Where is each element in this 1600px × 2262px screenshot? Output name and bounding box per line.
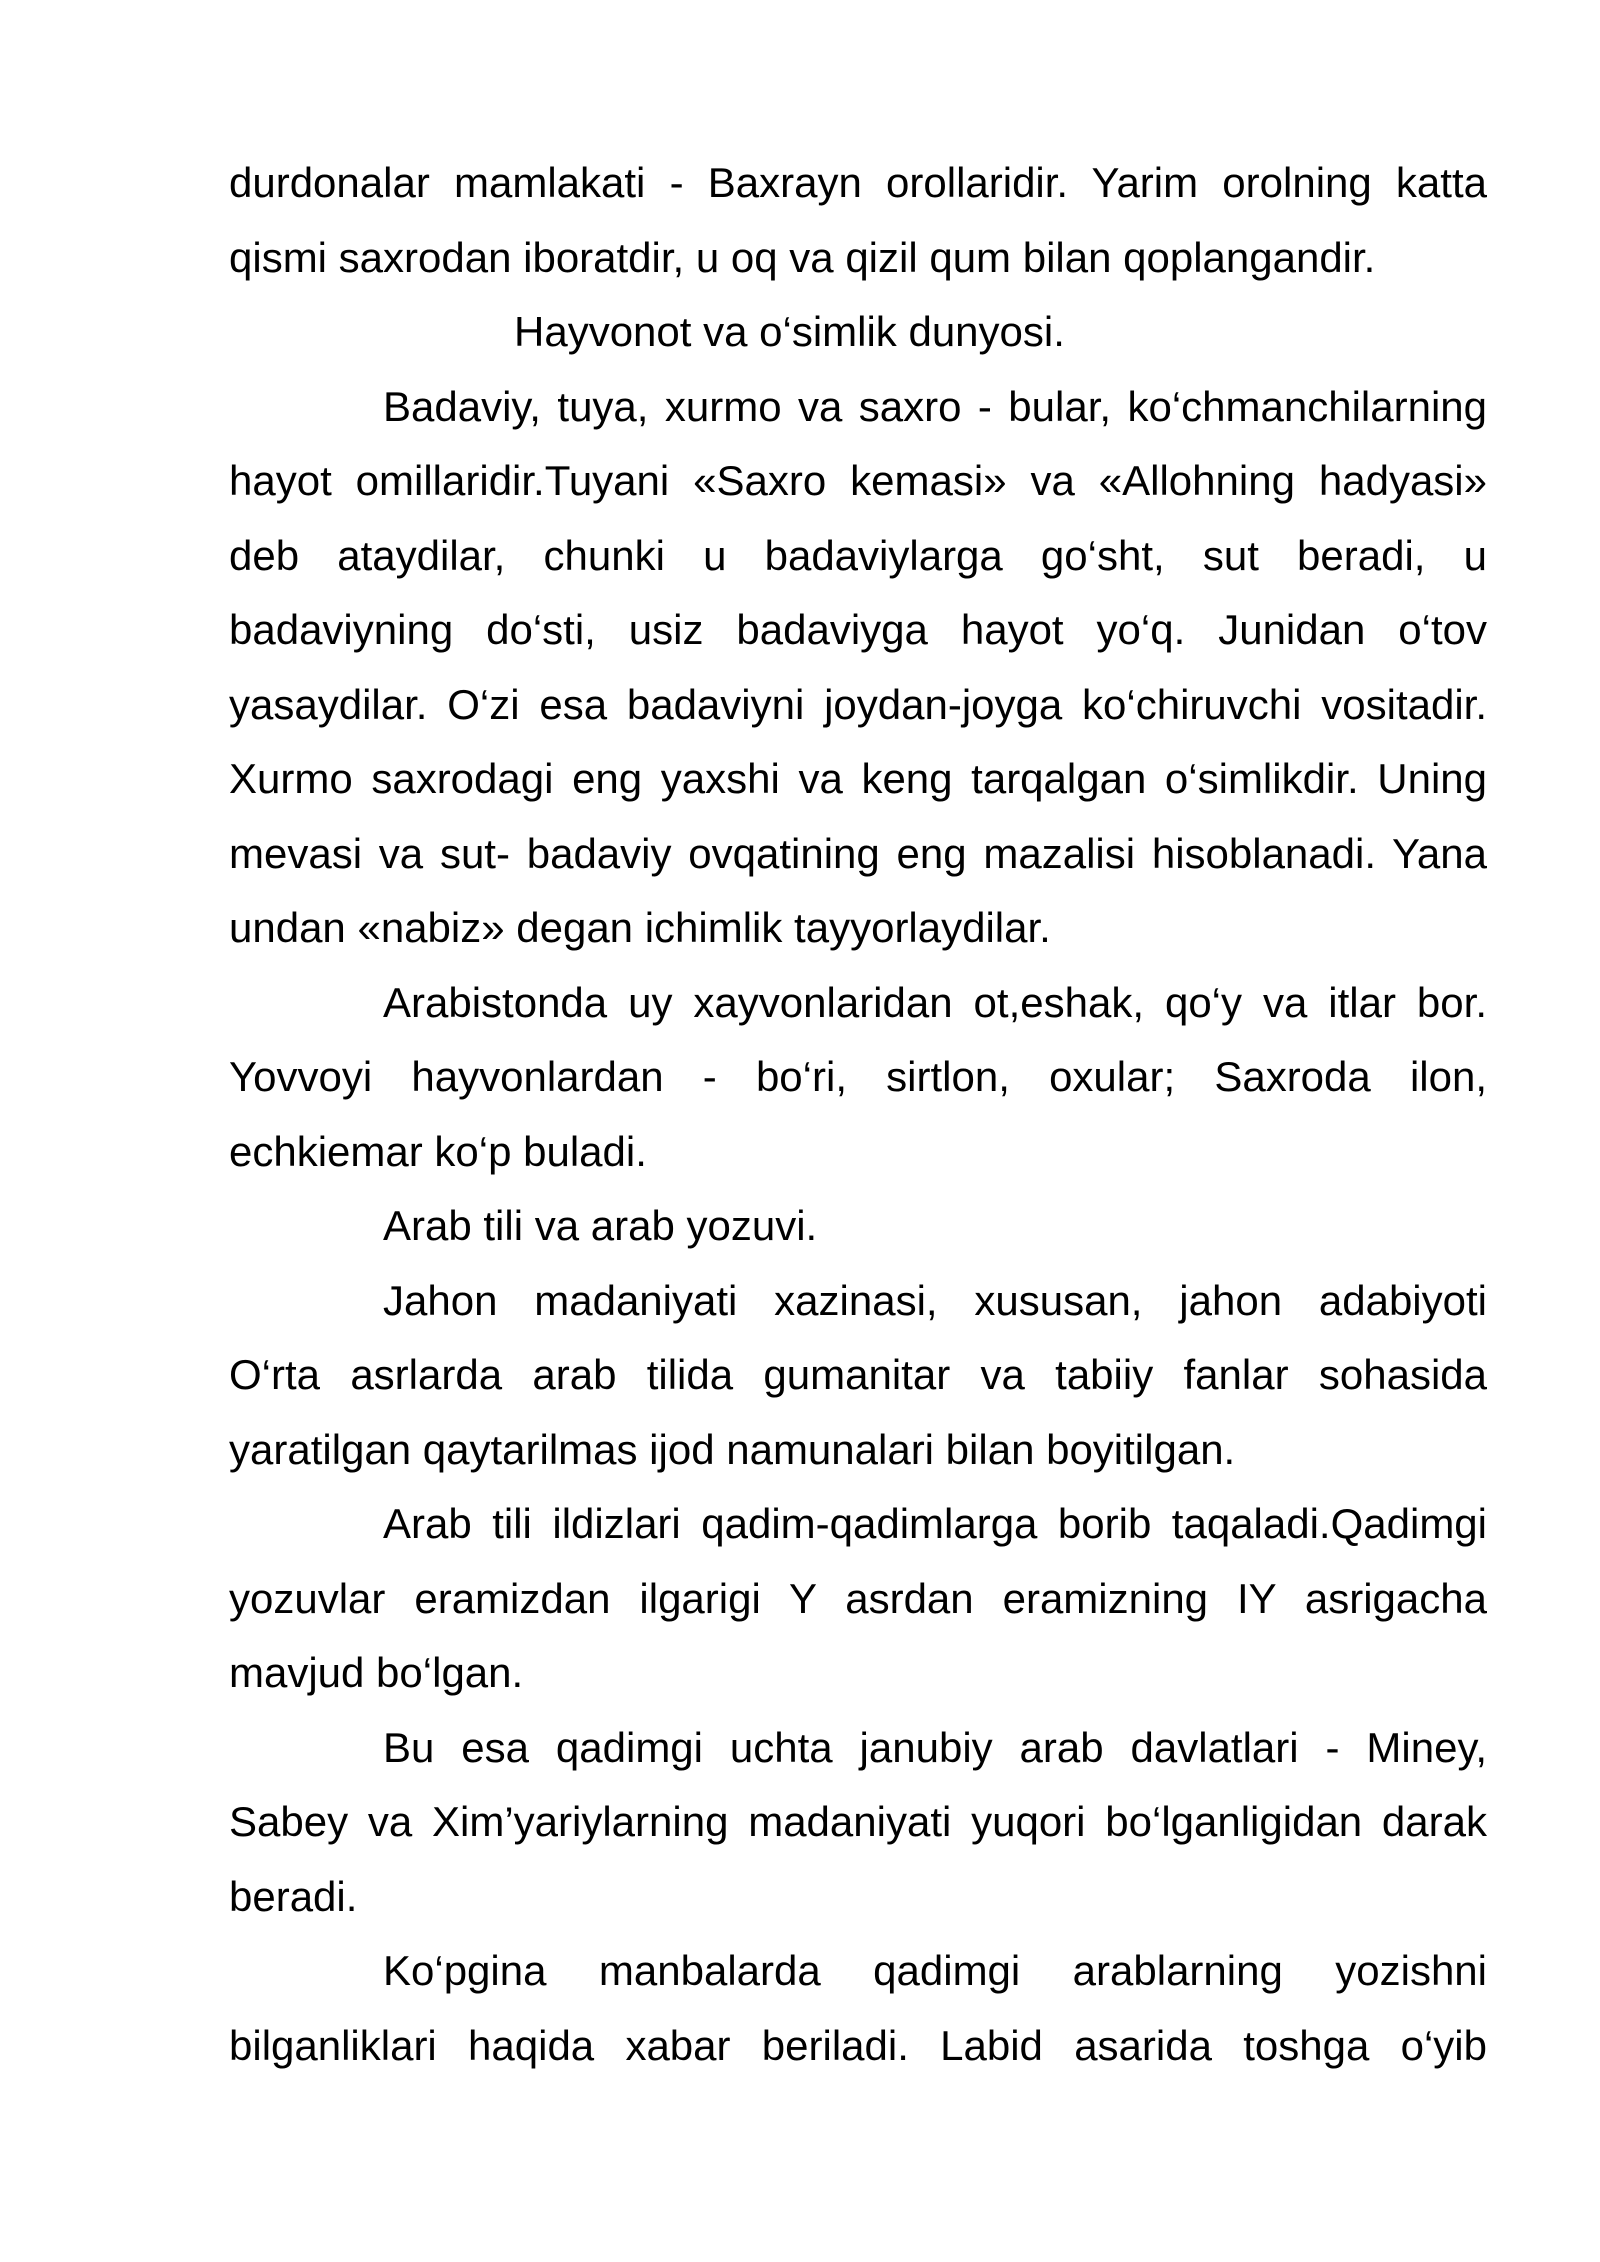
text-line: Sabey va Xim’yariylarning madaniyati yuqori bo‘lganligidan darak [229,1798,1487,1845]
document-body [229,146,1487,2083]
text-line: echkiemar ko‘p buladi. [229,1127,647,1175]
text-line: deb ataydilar, chunki u badaviylarga go‘sht, sut beradi, u [229,531,1487,579]
text-line: Xurmo saxrodagi eng yaxshi va keng tarqalgan o‘simlikdir. Uning [229,755,1487,802]
text-line: Arab tili ildizlari qadim-qadimlarga borib taqaladi.Qadimgi [383,1500,1487,1547]
text-line: O‘rta asrlarda arab tilida gumanitar va tabiiy fanlar sohasida [229,1351,1487,1398]
section-heading: Hayvonot va o‘simlik dunyosi. [514,308,1065,355]
text-line: mavjud bo‘lgan. [229,1649,524,1696]
text-line: mevasi va sut- badaviy ovqatining eng mazalisi hisoblanadi. Yana [229,829,1487,877]
text-line: Arabistonda uy xayvonlaridan ot,eshak, qo‘y va itlar bor. [383,978,1487,1026]
text-line: undan «nabiz» degan ichimlik tayyorlaydilar. [229,904,1051,951]
text-line: yaratilgan qaytarilmas ijod namunalari bilan boyitilgan. [229,1425,1236,1473]
text-line: hayot omillaridir.Tuyani «Saxro kemasi» va «Allohning hadyasi» [229,457,1487,504]
text-line: badaviyning do‘sti, usiz badaviyga hayot yo‘q. Junidan o‘tov [229,606,1487,653]
text-line: bilganliklari haqida xabar beriladi. Labid asarida toshga o‘yib [229,2021,1487,2069]
text-line: beradi. [229,1872,358,1920]
text-line: Badaviy, tuya, xurmo va saxro - bular, ko‘chmanchilarning [383,382,1487,430]
section-heading: Arab tili va arab yozuvi. [383,1202,818,1249]
text-line: Bu esa qadimgi uchta janubiy arab davlatlari - Miney, [383,1723,1487,1771]
text-line: yasaydilar. O‘zi esa badaviyni joydan-joyga ko‘chiruvchi vositadir. [229,680,1487,728]
text-line: Yovvoyi hayvonlardan - bo‘ri, sirtlon, oxular; Saxroda ilon, [229,1053,1487,1100]
text-line: Ko‘pgina manbalarda qadimgi arablarning yozishni [383,1947,1487,1994]
text-line: durdonalar mamlakati - Baxrayn orollaridir. Yarim orolning katta [229,159,1487,206]
text-line: yozuvlar eramizdan ilgarigi Y asrdan eramizning IY asrigacha [229,1574,1487,1622]
text-line: Jahon madaniyati xazinasi, xususan, jahon adabiyoti [383,1276,1487,1324]
text-line: qismi saxrodan iboratdir, u oq va qizil qum bilan qoplangandir. [229,233,1376,281]
